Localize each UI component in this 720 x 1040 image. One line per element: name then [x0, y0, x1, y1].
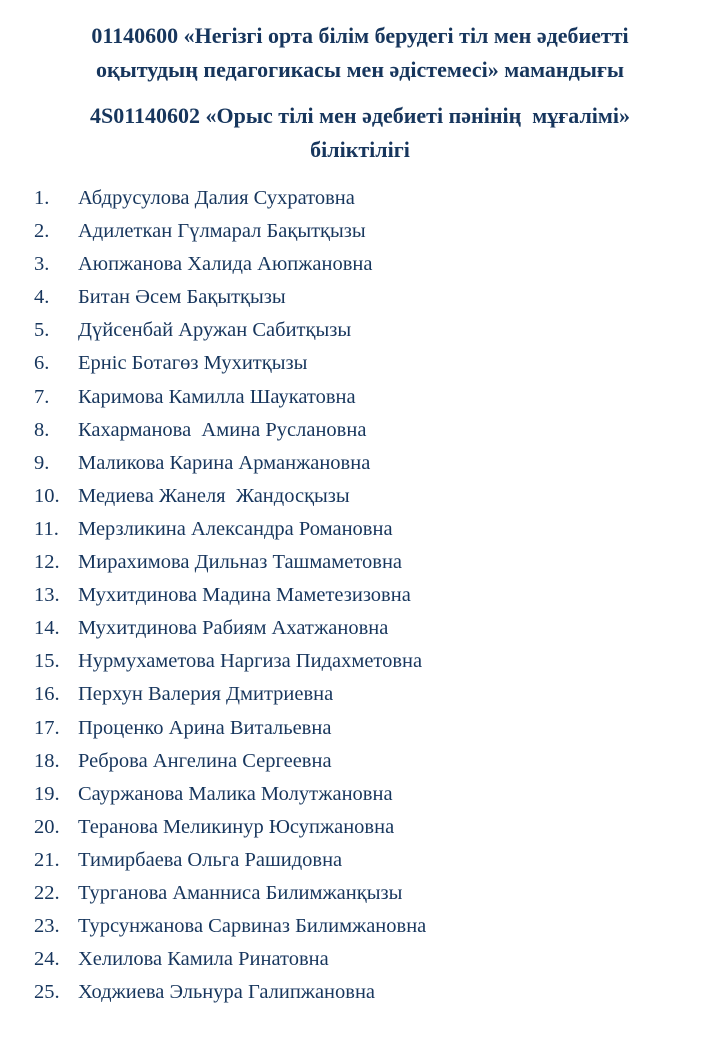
list-item: [34, 712, 720, 745]
student-name: Медиева Жанеля Жандосқызы: [78, 484, 350, 507]
list-item-number: 25.: [34, 981, 60, 1004]
list-item-number: 6.: [34, 352, 50, 375]
qualification-title: [36, 99, 684, 167]
list-item: [34, 645, 720, 678]
list-item-number: 15.: [34, 650, 60, 673]
student-name: Аюпжанова Халида Аюпжановна: [78, 253, 373, 276]
specialty-title-line-2: оқытудың педагогикасы мен әдістемесі» мамандығы: [95, 57, 625, 82]
student-name: Турганова Аманниса Билимжанқызы: [78, 881, 403, 904]
student-name: Перхун Валерия Дмитриевна: [78, 683, 334, 706]
student-name: Хелилова Камила Ринатовна: [78, 948, 329, 971]
list-item-number: 9.: [34, 451, 50, 474]
student-name: Кахарманова Амина Руслановна: [78, 418, 367, 441]
list-item: [34, 877, 720, 910]
list-item-number: 22.: [34, 881, 60, 904]
list-item: [34, 778, 720, 811]
list-item: [34, 579, 720, 612]
list-item-number: 17.: [34, 716, 60, 739]
student-name: Битан Әсем Бақытқызы: [78, 286, 286, 309]
student-name: Ерніс Ботагөз Мухитқызы: [78, 352, 308, 375]
list-item-number: 16.: [34, 683, 60, 706]
list-item: [34, 678, 720, 711]
student-name: Тимирбаева Ольга Рашидовна: [78, 848, 343, 871]
student-name: Абдрусулова Далия Сухратовна: [78, 187, 355, 209]
list-item-number: 20.: [34, 815, 60, 838]
list-item: [34, 745, 720, 778]
list-item-number: 19.: [34, 782, 60, 805]
list-item: [34, 976, 720, 1009]
list-item: [34, 248, 720, 281]
list-item-number: 14.: [34, 617, 60, 640]
list-item: [34, 215, 720, 248]
student-name: Мухитдинова Мадина Маметезизовна: [78, 584, 411, 607]
student-name: Маликова Карина Арманжановна: [78, 451, 371, 474]
list-item: [34, 480, 720, 513]
student-name: Каримова Камилла Шаукатовна: [78, 385, 356, 408]
student-name: Проценко Арина Витальевна: [78, 716, 332, 739]
student-name: Сауржанова Малика Молутжановна: [78, 782, 393, 805]
list-item-number: 3.: [34, 253, 50, 276]
list-item-number: 7.: [34, 385, 50, 408]
qualification-title-line-2: біліктілігі: [310, 137, 410, 162]
list-item: [34, 844, 720, 877]
list-item: [34, 513, 720, 546]
student-name: Теранова Меликинур Юсупжановна: [78, 815, 395, 838]
student-name: Ходжиева Эльнура Галипжановна: [78, 981, 376, 1004]
list-item-number: 11.: [34, 517, 59, 540]
list-item-number: 18.: [34, 749, 60, 772]
list-item: [34, 281, 720, 314]
list-item: [34, 381, 720, 414]
list-item-number: 2.: [34, 220, 50, 243]
list-item-number: 1.: [34, 187, 50, 209]
list-item-number: 5.: [34, 319, 50, 342]
list-item-number: 12.: [34, 551, 60, 574]
list-item: [34, 447, 720, 480]
student-name: Мерзликина Александра Романовна: [78, 517, 393, 540]
student-list: [0, 182, 720, 1009]
list-item: [34, 546, 720, 579]
student-name: Мирахимова Дильназ Ташмаметовна: [78, 551, 403, 574]
list-item: [34, 910, 720, 943]
student-name: Нурмухаметова Наргиза Пидахметовна: [78, 650, 423, 673]
list-item: [34, 347, 720, 380]
list-item: [34, 182, 720, 215]
list-item: [34, 811, 720, 844]
list-item-number: 24.: [34, 948, 60, 971]
list-item: [34, 612, 720, 645]
student-name: Мухитдинова Рабиям Ахатжановна: [78, 617, 389, 640]
student-name: Адилеткан Гүлмарал Бақытқызы: [78, 220, 366, 243]
student-name: Реброва Ангелина Сергеевна: [78, 749, 332, 772]
qualification-title-line-1: 4S01140602 «Орыс тілі мен әдебиеті пәнінің мұғалімі»: [89, 103, 631, 128]
list-item-number: 4.: [34, 286, 50, 309]
list-item-number: 8.: [34, 418, 50, 441]
list-item-number: 23.: [34, 915, 60, 938]
list-item: [34, 314, 720, 347]
list-item-number: 21.: [34, 848, 60, 871]
list-item: [34, 414, 720, 447]
specialty-title-line-1: 01140600 «Негізгі орта білім берудегі тіл мен әдебиетті: [91, 23, 629, 48]
list-item-number: 10.: [34, 484, 60, 507]
student-name: Дүйсенбай Аружан Сабитқызы: [78, 319, 352, 342]
student-name: Турсунжанова Сарвиназ Билимжановна: [78, 915, 427, 938]
list-item: [34, 943, 720, 976]
list-item-number: 13.: [34, 584, 60, 607]
specialty-title: [36, 0, 684, 87]
